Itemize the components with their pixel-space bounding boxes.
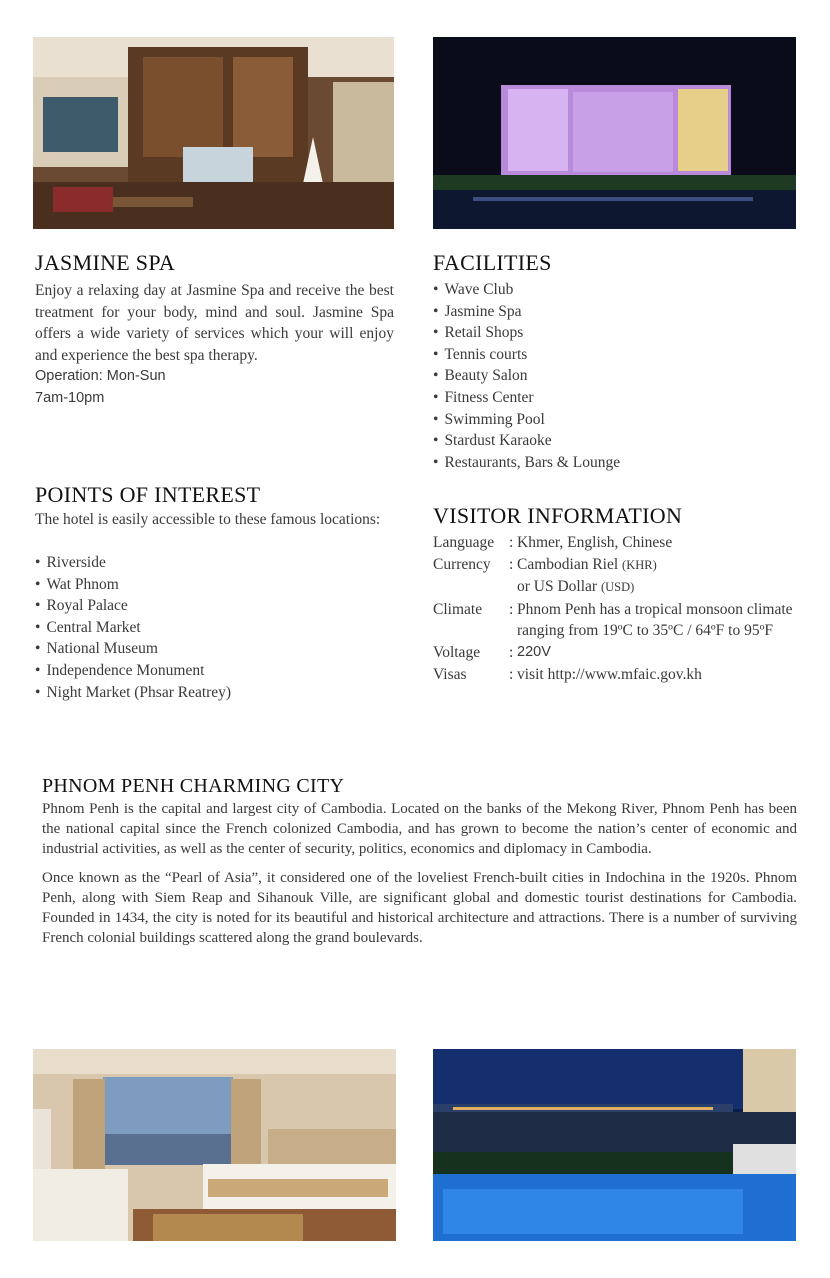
- language-value: Khmer, English, Chinese: [517, 534, 673, 551]
- colon: :: [509, 555, 514, 573]
- climate-label: Climate: [433, 600, 483, 618]
- list-item: • Stardust Karaoke: [433, 430, 793, 452]
- hotel-night-photo: [433, 37, 796, 229]
- language-label: Language: [433, 534, 495, 551]
- visas-label: Visas: [433, 665, 467, 683]
- colon: :: [509, 665, 514, 683]
- list-item: • National Museum: [35, 638, 394, 660]
- jasmine-spa-text: [35, 280, 394, 410]
- list-item: • Night Market (Phsar Reatrey): [35, 682, 394, 704]
- visitor-information-table: [433, 532, 795, 685]
- points-of-interest-intro: The hotel is easily accessible to these famous locations:: [35, 511, 381, 528]
- colon: :: [509, 534, 514, 551]
- colon: :: [509, 600, 514, 618]
- currency-row: [433, 554, 795, 599]
- climate-value: Phnom Penh has a tropical monsoon climate ranging from 19ºC to 35ºC / 64ºF to 95ºF: [517, 600, 793, 640]
- language-row: [433, 532, 795, 554]
- currency-value-usd: or US Dollar: [517, 578, 598, 596]
- list-item: • Jasmine Spa: [433, 301, 793, 323]
- jasmine-spa-operation-days: Operation: Mon-Sun: [35, 368, 166, 385]
- facilities-list: [433, 279, 793, 473]
- pool-night-photo: [433, 1049, 796, 1241]
- voltage-row: [433, 642, 795, 664]
- bedroom-photo: [33, 1049, 396, 1241]
- points-of-interest-title: POINTS OF INTEREST: [35, 482, 261, 507]
- list-item: • Independence Monument: [35, 660, 394, 682]
- colon: :: [509, 643, 514, 661]
- list-item: • Wave Club: [433, 279, 793, 301]
- city-paragraph-1: Phnom Penh is the capital and largest city of Cambodia. Located on the banks of the Mekong River, Phnom Penh has been the national capital since the French colonized Cambodia, and has grown to become the nation’s center of economic and industrial activities, as well as the center of security, politics, economics and diplomacy in Cambodia.: [42, 801, 797, 857]
- list-item: • Royal Palace: [35, 595, 394, 617]
- voltage-value: 220V: [517, 643, 551, 660]
- city-text: [42, 800, 797, 959]
- list-item: • Beauty Salon: [433, 365, 793, 387]
- currency-code-usd: (USD): [600, 580, 635, 595]
- visitor-information-title: VISITOR INFORMATION: [433, 503, 683, 528]
- currency-value: [517, 554, 795, 599]
- jasmine-spa-operation-hours: 7am-10pm: [35, 389, 105, 406]
- list-item: • Restaurants, Bars & Lounge: [433, 452, 793, 474]
- climate-row: [433, 599, 795, 642]
- jasmine-spa-title: JASMINE SPA: [35, 250, 176, 275]
- list-item: • Riverside: [35, 552, 394, 574]
- visas-value: visit http://www.mfaic.gov.kh: [517, 665, 702, 683]
- visas-row: [433, 664, 795, 686]
- list-item: • Fitness Center: [433, 387, 793, 409]
- restaurant-photo: [33, 37, 394, 229]
- currency-value-riel: Cambodian Riel: [517, 555, 619, 573]
- currency-label: Currency: [433, 555, 491, 573]
- list-item: • Retail Shops: [433, 322, 793, 344]
- facilities-title: FACILITIES: [433, 250, 552, 275]
- jasmine-spa-description: Enjoy a relaxing day at Jasmine Spa and receive the best treatment for your body, mind and soul. Jasmine Spa offers a wide variety of services which your will enjoy and experience the best spa therapy.: [35, 282, 394, 364]
- currency-code-khr: (KHR): [622, 557, 657, 572]
- list-item: • Swimming Pool: [433, 409, 793, 431]
- city-paragraph-2: Once known as the “Pearl of Asia”, it considered one of the loveliest French-built cities in Indochina in the 1920s. Phnom Penh, along with Siem Reap and Sihanouk Ville, are significant global and domestic tourist destinations for Cambodia. Founded in 1434, the city is noted for its beautiful and historical architecture and attractions. There is a number of surviving French colonial buildings scattered along the grand boulevards.: [42, 870, 797, 946]
- voltage-label: Voltage: [433, 643, 481, 661]
- points-of-interest-list: [35, 552, 394, 703]
- list-item: • Central Market: [35, 617, 394, 639]
- list-item: • Wat Phnom: [35, 574, 394, 596]
- city-title: PHNOM PENH CHARMING CITY: [42, 775, 345, 797]
- list-item: • Tennis courts: [433, 344, 793, 366]
